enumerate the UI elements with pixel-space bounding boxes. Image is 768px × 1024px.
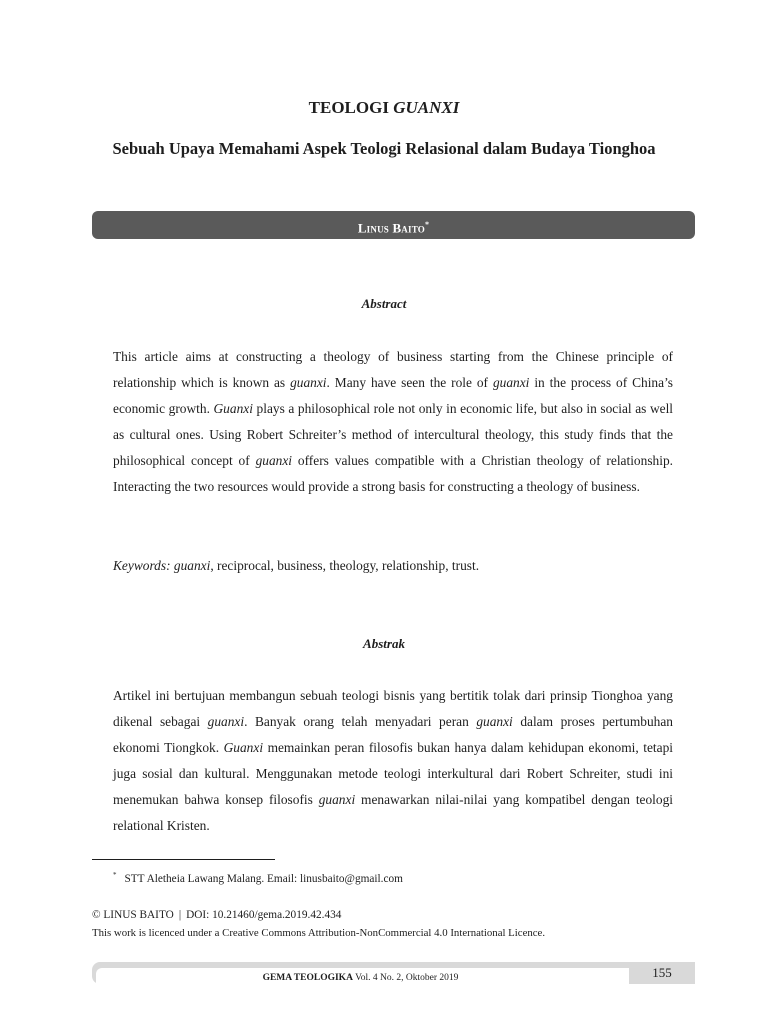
title-main: TEOLOGI <box>308 98 389 117</box>
abstract-term: Guanxi <box>213 401 253 416</box>
author-footnote-mark: * <box>424 220 430 229</box>
abstrak-text: menawarkan nilai-nilai yang kompatibel dengan teologi relational Kristen. <box>113 792 674 833</box>
copyright-separator: | <box>178 909 182 921</box>
article-subtitle: Sebuah Upaya Memahami Aspek Teologi Relasional dalam Budaya Tionghoa <box>112 139 656 158</box>
abstrak-heading: Abstrak <box>363 636 405 651</box>
author-bar <box>92 211 695 239</box>
abstract-text: in the process of China’s economic growth. <box>113 375 673 416</box>
doi-text: DOI: 10.21460/gema.2019.42.434 <box>186 909 342 921</box>
abstract-term: guanxi <box>255 453 293 468</box>
keywords-line <box>113 555 673 577</box>
abstrak-text: . Banyak orang telah menyadari peran <box>244 714 477 729</box>
abstrak-text: Artikel ini bertujuan membangun sebuah teologi bisnis yang bertitik tolak dari prinsip Tionghoa yang dikenal sebagai <box>113 688 673 729</box>
abstract-text: offers values compatible with a Christian theology of relationship. Interacting the two resources would provide a strong basis for constructing a theology of business. <box>113 453 673 494</box>
footnote-rule <box>92 859 275 860</box>
abstract-text: This article aims at constructing a theology of business starting from the Chinese principle of relationship which is known as <box>113 349 673 390</box>
article-title <box>0 98 768 118</box>
journal-issue: Vol. 4 No. 2, Oktober 2019 <box>352 973 459 983</box>
footnote-text: STT Aletheia Lawang Malang. Email: linusbaito@gmail.com <box>124 872 403 885</box>
journal-name: GEMA TEOLOGIKA <box>262 973 353 983</box>
journal-citation <box>92 971 629 985</box>
abstrak-term: guanxi <box>476 714 513 729</box>
abstract-heading: Abstract <box>361 296 407 311</box>
abstrak-term: guanxi <box>207 714 245 729</box>
abstrak-paragraph <box>113 683 673 839</box>
copyright-line <box>92 906 692 924</box>
footnote <box>113 866 673 888</box>
abstract-text: plays a philosophical role not only in economic life, but also in social as well as cultural ones. Using Robert Schreiter’s method of intercultural theology, this study finds that the philosophical concept of <box>113 401 674 468</box>
title-italic: GUANXI <box>393 98 460 117</box>
abstrak-term: Guanxi <box>223 740 264 755</box>
abstrak-text: dalam proses pertumbuhan ekonomi Tiongkok. <box>113 714 673 755</box>
abstrak-text: memainkan peran filosofis bukan hanya dalam kehidupan ekonomi, tetapi juga sosial dan kultural. Menggunakan metode teologi interkultural dari Robert Schreiter, studi ini menemukan bahwa konsep filosofis <box>113 740 674 807</box>
page-number: 155 <box>629 962 695 984</box>
footnote-mark: * <box>113 871 117 879</box>
keywords-list: , reciprocal, business, theology, relationship, trust. <box>210 558 480 573</box>
keywords-label: Keywords: guanxi <box>113 558 211 573</box>
author-name: Linus Baito <box>357 220 425 236</box>
abstract-text: . Many have seen the role of <box>326 375 493 390</box>
abstract-term: guanxi <box>290 375 327 390</box>
abstract-term: guanxi <box>492 375 530 390</box>
licence-text: This work is licenced under a Creative Commons Attribution-NonCommercial 4.0 International Licence. <box>92 927 546 939</box>
abstract-paragraph <box>113 344 673 500</box>
abstrak-term: guanxi <box>318 792 356 807</box>
copyright-owner: © LINUS BAITO <box>92 909 174 921</box>
